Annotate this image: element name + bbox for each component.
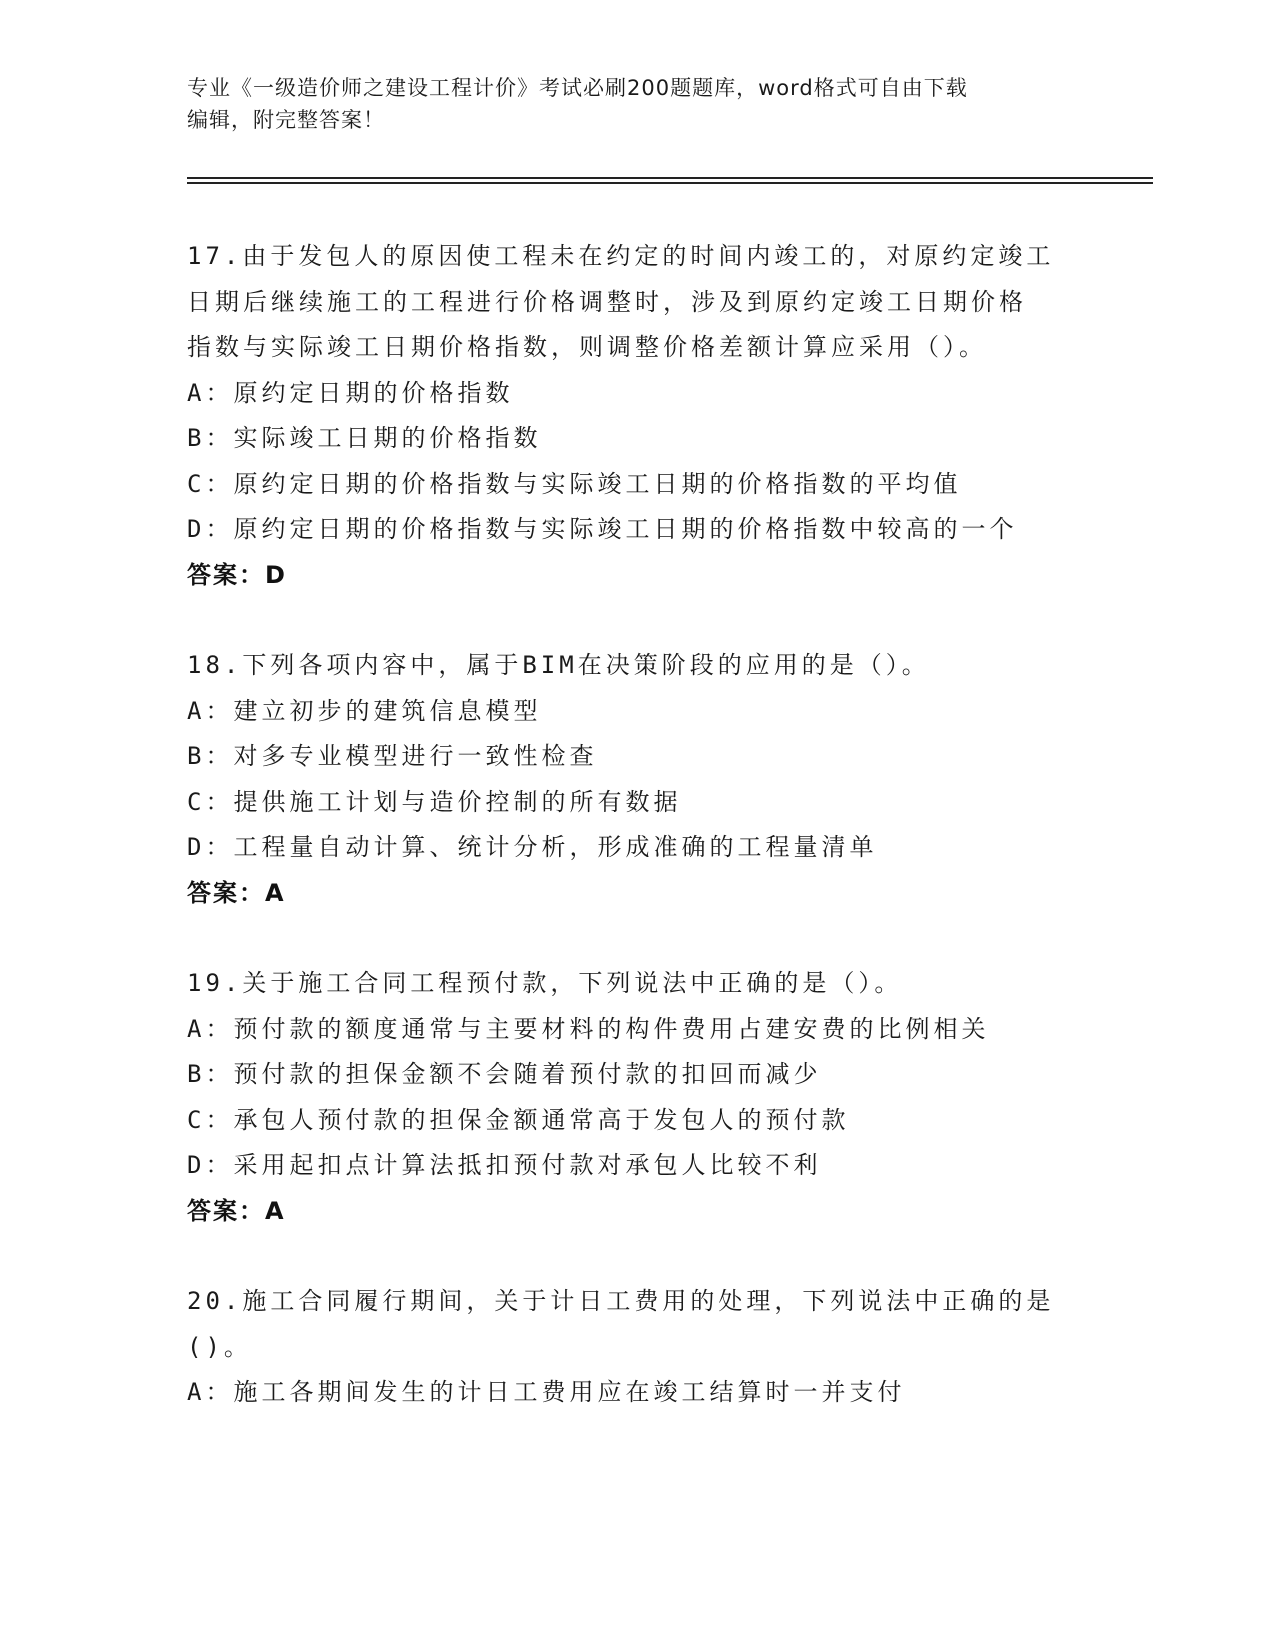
question-19	[187, 961, 1087, 1234]
question-stem: ()。	[187, 1332, 252, 1361]
header-divider-bottom	[187, 182, 1153, 184]
option-c: C：提供施工计划与造价控制的所有数据	[187, 787, 682, 816]
header-line-2: 编辑，附完整答案！	[187, 108, 385, 132]
header-line-1: 专业《一级造价师之建设工程计价》考试必刷200题题库，word格式可自由下载	[187, 76, 968, 100]
option-a: A：预付款的额度通常与主要材料的构件费用占建安费的比例相关	[187, 1014, 990, 1043]
question-stem: 日期后继续施工的工程进行价格调整时，涉及到原约定竣工日期价格	[187, 287, 1027, 316]
question-stem: 18.下列各项内容中，属于BIM在决策阶段的应用的是（）。	[187, 651, 930, 679]
question-18	[187, 643, 1087, 916]
option-d: D：原约定日期的价格指数与实际竣工日期的价格指数中较高的一个	[187, 515, 1018, 543]
document-header	[187, 72, 1087, 136]
question-17	[187, 234, 1087, 598]
question-stem: 19.关于施工合同工程预付款，下列说法中正确的是（）。	[187, 969, 903, 997]
question-list	[187, 234, 1087, 1461]
answer-label: 答案：A	[187, 878, 286, 907]
question-20	[187, 1279, 1087, 1416]
question-stem: 20.施工合同履行期间，关于计日工费用的处理，下列说法中正确的是	[187, 1287, 1055, 1315]
option-a: A：建立初步的建筑信息模型	[187, 696, 542, 725]
option-b: B：对多专业模型进行一致性检查	[187, 742, 598, 770]
question-stem: 指数与实际竣工日期价格指数，则调整价格差额计算应采用（）。	[187, 333, 987, 361]
answer-label: 答案：D	[187, 560, 287, 589]
question-stem: 17.由于发包人的原因使工程未在约定的时间内竣工的，对原约定竣工	[187, 242, 1055, 270]
answer-label: 答案：A	[187, 1196, 286, 1225]
option-b: B：实际竣工日期的价格指数	[187, 424, 542, 452]
option-a: A：原约定日期的价格指数	[187, 378, 514, 407]
option-c: C：承包人预付款的担保金额通常高于发包人的预付款	[187, 1105, 850, 1134]
option-b: B：预付款的担保金额不会随着预付款的扣回而减少	[187, 1060, 822, 1088]
option-d: D：采用起扣点计算法抵扣预付款对承包人比较不利	[187, 1151, 822, 1179]
option-d: D：工程量自动计算、统计分析，形成准确的工程量清单	[187, 833, 878, 861]
option-a: A：施工各期间发生的计日工费用应在竣工结算时一并支付	[187, 1378, 906, 1406]
option-c: C：原约定日期的价格指数与实际竣工日期的价格指数的平均值	[187, 469, 962, 498]
header-divider-top	[187, 177, 1153, 179]
